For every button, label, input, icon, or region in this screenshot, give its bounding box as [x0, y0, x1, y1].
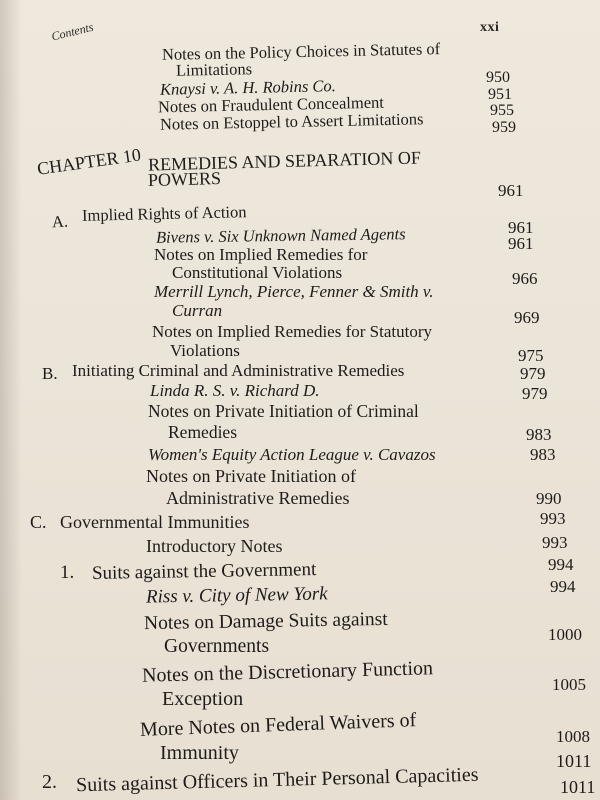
section-title: Implied Rights of Action	[81, 202, 247, 225]
toc-page-number: 1005	[552, 675, 586, 694]
section-letter: A.	[51, 211, 69, 232]
toc-page-number: 990	[536, 489, 562, 508]
toc-page-number: 951	[488, 86, 512, 103]
toc-page-number: 993	[540, 509, 566, 528]
toc-entry-case: Bivens v. Six Unknown Named Agents	[155, 224, 406, 247]
toc-entry-text: Remedies	[168, 422, 238, 442]
toc-page-number: 955	[490, 102, 514, 119]
toc-entry-case: Knaysi v. A. H. Robins Co.	[159, 76, 337, 99]
toc-page-number: 1011	[560, 777, 596, 797]
toc-entry-text: Notes on the Policy Choices in Statutes of	[161, 39, 441, 64]
toc-page-number: 983	[530, 445, 556, 464]
subsection-title: Suits against the Government	[91, 559, 317, 584]
toc-page-number: 1011	[556, 751, 592, 771]
section-letter: B.	[42, 364, 58, 383]
chapter-label: CHAPTER 10	[35, 144, 143, 179]
toc-page-number: 1000	[548, 625, 582, 644]
running-header-contents: Contents	[50, 19, 95, 44]
toc-page-number: 961	[508, 218, 534, 237]
toc-page-number: 950	[486, 69, 510, 86]
toc-page-number: 969	[514, 308, 540, 327]
toc-entry-text: Violations	[170, 341, 240, 360]
toc-entry-case: Curran	[172, 301, 223, 320]
toc-entry-case: Merrill Lynch, Pierce, Fenner & Smith v.	[154, 282, 434, 301]
toc-page-number: 993	[542, 533, 568, 552]
toc-page-number: 959	[492, 119, 516, 136]
toc-entry-text: Notes on Fraudulent Concealment	[157, 92, 385, 117]
subsection-number: 1.	[60, 562, 75, 583]
toc-page-number: 975	[518, 346, 544, 365]
toc-page-number: 994	[548, 555, 574, 574]
page-gutter-shadow	[0, 0, 22, 800]
toc-entry-text: Notes on Estoppel to Assert Limitations	[159, 109, 424, 134]
toc-entry-text: Notes on the Discretionary Function	[141, 657, 434, 687]
toc-entry-text: Notes on Private Initiation of	[146, 466, 356, 486]
toc-entry-text: Limitations	[175, 59, 253, 80]
toc-page-number: 979	[522, 384, 548, 403]
toc-entry-text: Exception	[162, 688, 244, 710]
subsection-number: 2.	[42, 771, 57, 793]
section-letter: C.	[30, 512, 47, 532]
toc-entry-text: Immunity	[160, 742, 239, 764]
toc-page-number: 966	[512, 269, 538, 288]
toc-entry-case: Riss v. City of New York	[145, 583, 328, 608]
chapter-title: POWERS	[147, 168, 222, 190]
toc-entry-text: More Notes on Federal Waivers of	[139, 709, 417, 741]
section-title: Governmental Immunities	[60, 512, 250, 532]
toc-entry-text: Governments	[164, 636, 270, 657]
chapter-title: REMEDIES AND SEPARATION OF	[147, 147, 422, 175]
toc-entry-text: Notes on Private Initiation of Criminal	[148, 401, 419, 421]
toc-entry-text: Notes on Implied Remedies for	[154, 245, 368, 264]
toc-entry-case: Linda R. S. v. Richard D.	[150, 381, 320, 400]
toc-page-number: 994	[550, 577, 576, 596]
toc-page-number: 961	[498, 181, 524, 200]
toc-entry-text: Introductory Notes	[146, 536, 283, 556]
page-number-roman: xxi	[480, 20, 500, 35]
toc-page-number: 983	[526, 425, 552, 444]
toc-entry-text: Administrative Remedies	[166, 488, 350, 508]
toc-entry-case: Women's Equity Action League v. Cavazos	[148, 445, 436, 464]
toc-entry-text: Notes on Damage Suits against	[143, 608, 388, 635]
toc-page-number: 1008	[556, 727, 590, 746]
toc-entry-text: Notes on Implied Remedies for Statutory	[152, 322, 432, 341]
toc-entry-text: Constitutional Violations	[172, 263, 343, 282]
toc-page-number: 961	[508, 234, 534, 253]
section-title: Initiating Criminal and Administrative Remedies	[72, 361, 405, 380]
toc-page-number: 979	[520, 364, 546, 383]
subsection-title: Suits against Officers in Their Personal Capacities	[75, 763, 479, 797]
